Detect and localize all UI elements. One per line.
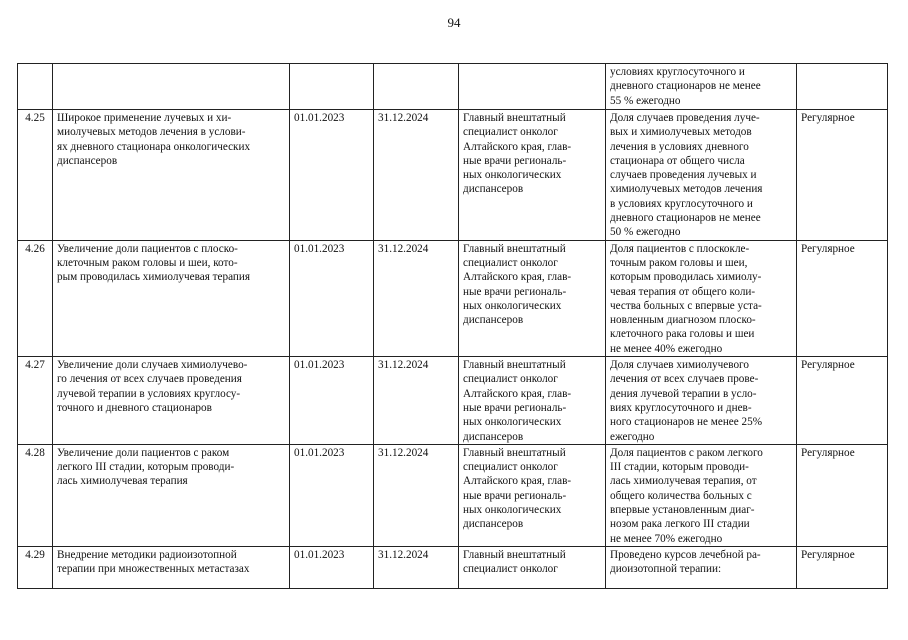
- table-row: [18, 64, 888, 110]
- measure-name: Внедрение методики радиоизотопной терапии при множественных метастазах: [53, 546, 290, 588]
- end-date: 31.12.2024: [374, 110, 459, 241]
- start-date: 01.01.2023: [290, 240, 374, 356]
- row-number: 4.27: [18, 357, 53, 445]
- indicator: Доля случаев химиолучевого лечения от всех случаев прове- дения лучевой терапии в усло- виях круглосуточного и днев- ного стационаров не менее 25% ежегодно: [606, 357, 797, 445]
- measure-name: Широкое применение лучевых и хи- миолучевых методов лечения в услови- ях дневного стационара онкологических диспансеров: [53, 110, 290, 241]
- measures-table: [17, 63, 888, 589]
- table-row: [18, 110, 888, 241]
- table-row: [18, 444, 888, 546]
- executor: Главный внештатный специалист онколог Алтайского края, глав- ные врачи региональ- ных онкологических диспансеров: [459, 357, 606, 445]
- indicator: Доля случаев проведения луче- вых и химиолучевых методов лечения в условиях дневного стационара от общего числа случаев проведения лучевых и химиолучевых методов лечения в условиях круглосуточного и дневного стационаров не менее 50 % ежегодно: [606, 110, 797, 241]
- row-number: 4.29: [18, 546, 53, 588]
- start-date: [290, 64, 374, 110]
- end-date: 31.12.2024: [374, 546, 459, 588]
- row-number: 4.26: [18, 240, 53, 356]
- measure-name: Увеличение доли пациентов с раком легкого III стадии, которым проводи- лась химиолучевая терапия: [53, 444, 290, 546]
- table-row: [18, 546, 888, 588]
- measure-name: Увеличение доли случаев химиолучево- го лечения от всех случаев проведения лучевой терапии в условиях круглосу- точного и дневного стационаров: [53, 357, 290, 445]
- frequency: Регулярное: [797, 444, 888, 546]
- table-row: [18, 357, 888, 445]
- indicator: Проведено курсов лечебной ра- диоизотопной терапии:: [606, 546, 797, 588]
- row-number: 4.28: [18, 444, 53, 546]
- start-date: 01.01.2023: [290, 357, 374, 445]
- indicator: условиях круглосуточного и дневного стационаров не менее 55 % ежегодно: [606, 64, 797, 110]
- start-date: 01.01.2023: [290, 444, 374, 546]
- table-row: [18, 240, 888, 356]
- frequency: Регулярное: [797, 357, 888, 445]
- end-date: 31.12.2024: [374, 357, 459, 445]
- row-number: 4.25: [18, 110, 53, 241]
- frequency: [797, 64, 888, 110]
- frequency: Регулярное: [797, 240, 888, 356]
- executor: Главный внештатный специалист онколог: [459, 546, 606, 588]
- end-date: 31.12.2024: [374, 444, 459, 546]
- executor: Главный внештатный специалист онколог Алтайского края, глав- ные врачи региональ- ных онкологических диспансеров: [459, 240, 606, 356]
- executor: Главный внештатный специалист онколог Алтайского края, глав- ные врачи региональ- ных онкологических диспансеров: [459, 444, 606, 546]
- row-number: [18, 64, 53, 110]
- frequency: Регулярное: [797, 546, 888, 588]
- end-date: [374, 64, 459, 110]
- executor: Главный внештатный специалист онколог Алтайского края, глав- ные врачи региональ- ных онкологических диспансеров: [459, 110, 606, 241]
- page-number: 94: [447, 15, 461, 30]
- indicator: Доля пациентов с плоскокле- точным раком головы и шеи, которым проводилась химиолу- чевая терапия от общего коли- чества больных с впервые уста- новленным диагнозом плоско- клеточного рака головы и шеи не менее 40% ежегодно: [606, 240, 797, 356]
- start-date: 01.01.2023: [290, 110, 374, 241]
- measure-name: Увеличение доли пациентов с плоско- клеточным раком головы и шеи, кото- рым проводилась химиолучевая терапия: [53, 240, 290, 356]
- executor: [459, 64, 606, 110]
- measure-name: [53, 64, 290, 110]
- start-date: 01.01.2023: [290, 546, 374, 588]
- end-date: 31.12.2024: [374, 240, 459, 356]
- frequency: Регулярное: [797, 110, 888, 241]
- indicator: Доля пациентов с раком легкого III стадии, которым проводи- лась химиолучевая терапия, от общего количества больных с впервые установленным диаг- нозом рака легкого III стадии не менее 70% ежегодно: [606, 444, 797, 546]
